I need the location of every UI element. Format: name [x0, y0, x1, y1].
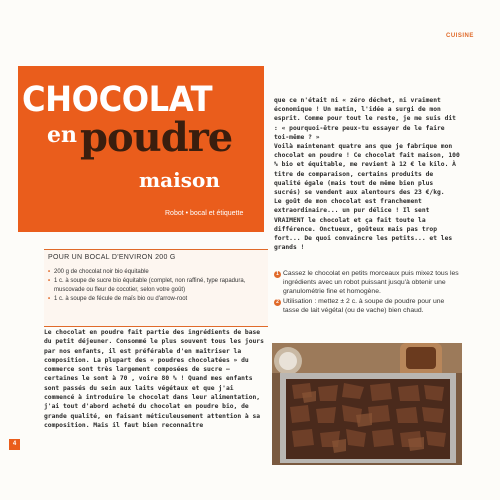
ingredients-heading: POUR UN BOCAL D'ENVIRON 200 G [48, 254, 176, 261]
chocolate-photo [272, 343, 462, 465]
section-tag: CUISINE [446, 33, 474, 39]
body-paragraph: Voilà maintenant quatre ans que je fabrique mon chocolat en poudre ! Ce chocolat fait maison, 100 % bio et équitable, me revient à 12 € le kilo. À titre de comparaison, certains produits de qualité égale (mais tout de même bien plus sucrés) se vendent aux alentours des 23 €/kg. [274, 143, 460, 197]
page-number: 4 [9, 439, 20, 450]
ingredient-item: • 1 c. à soupe de fécule de maïs bio ou d'arrow-root [48, 295, 266, 304]
ingredients-box [44, 249, 268, 327]
step-number-badge: 2 [274, 299, 281, 306]
continued-text [274, 96, 460, 252]
chocolate-tray-illustration [272, 343, 462, 465]
step-text: Cassez le chocolat en petits morceaux puis mixez tous les ingrédients avec un robot puissant jusqu'à obtenir une granulométrie fine et homogène. [283, 270, 459, 295]
ingredient-item: • 200 g de chocolat noir bio équitable [48, 268, 266, 277]
recipe-steps [274, 270, 460, 318]
title-word-poudre: poudre [80, 114, 233, 161]
title-word-en: en [47, 122, 77, 148]
step-text: Utilisation : mettez ± 2 c. à soupe de poudre pour une tasse de lait végétal (ou de vache) bien chaud. [283, 298, 445, 315]
ingredient-item: • 1 c. à soupe de sucre bio équitable (complet, non raffiné, type rapadura, muscovade ou fleur de cocotier, selon votre goût) [48, 277, 266, 295]
body-paragraph: Le goût de mon chocolat est franchement extraordinaire... un pur délice ! Il sent VRAIMENT le chocolat et ça fait toute la différence. Onctueux, goûteux mais pas trop fort... De quoi convaincre les petits... et les grands ! [274, 198, 453, 252]
title-word-maison: maison [139, 168, 220, 192]
step-number-badge: 1 [274, 271, 281, 278]
ingredients-list [48, 268, 266, 304]
tools-line: Robot • bocal et étiquette [165, 210, 244, 217]
recipe-step [274, 298, 460, 316]
intro-paragraph: Le chocolat en poudre fait partie des ingrédients de base du petit déjeuner. Consommé le plus souvent tous les jours par nos enfants, il est préférable d'en maîtriser la composition. La plupart des « poudres chocolatées » du commerce sont très largement composées de sucre – certaines le sont à 70 , voire 80 % ! Quand mes enfants sont passés du sein aux laits végétaux et que j'ai commencé à introduire le chocolat dans leur alimentation, j'ai tout d'abord acheté du chocolat en poudre bio, de grande qualité, en faisant méticuleusement attention à sa composition. Mais il faut bien reconnaître [44, 329, 264, 429]
title-line-chocolat: CHOCOLAT [22, 80, 213, 120]
recipe-step [274, 270, 460, 296]
body-paragraph: que ce n'était ni « zéro déchet, ni vraiment économique ! Un matin, l'idée a surgi de mon esprit. Comme pour tout le reste, je me suis dit : « pourquoi-être peux-tu essayer de le faire toi-même ? » [274, 97, 456, 141]
